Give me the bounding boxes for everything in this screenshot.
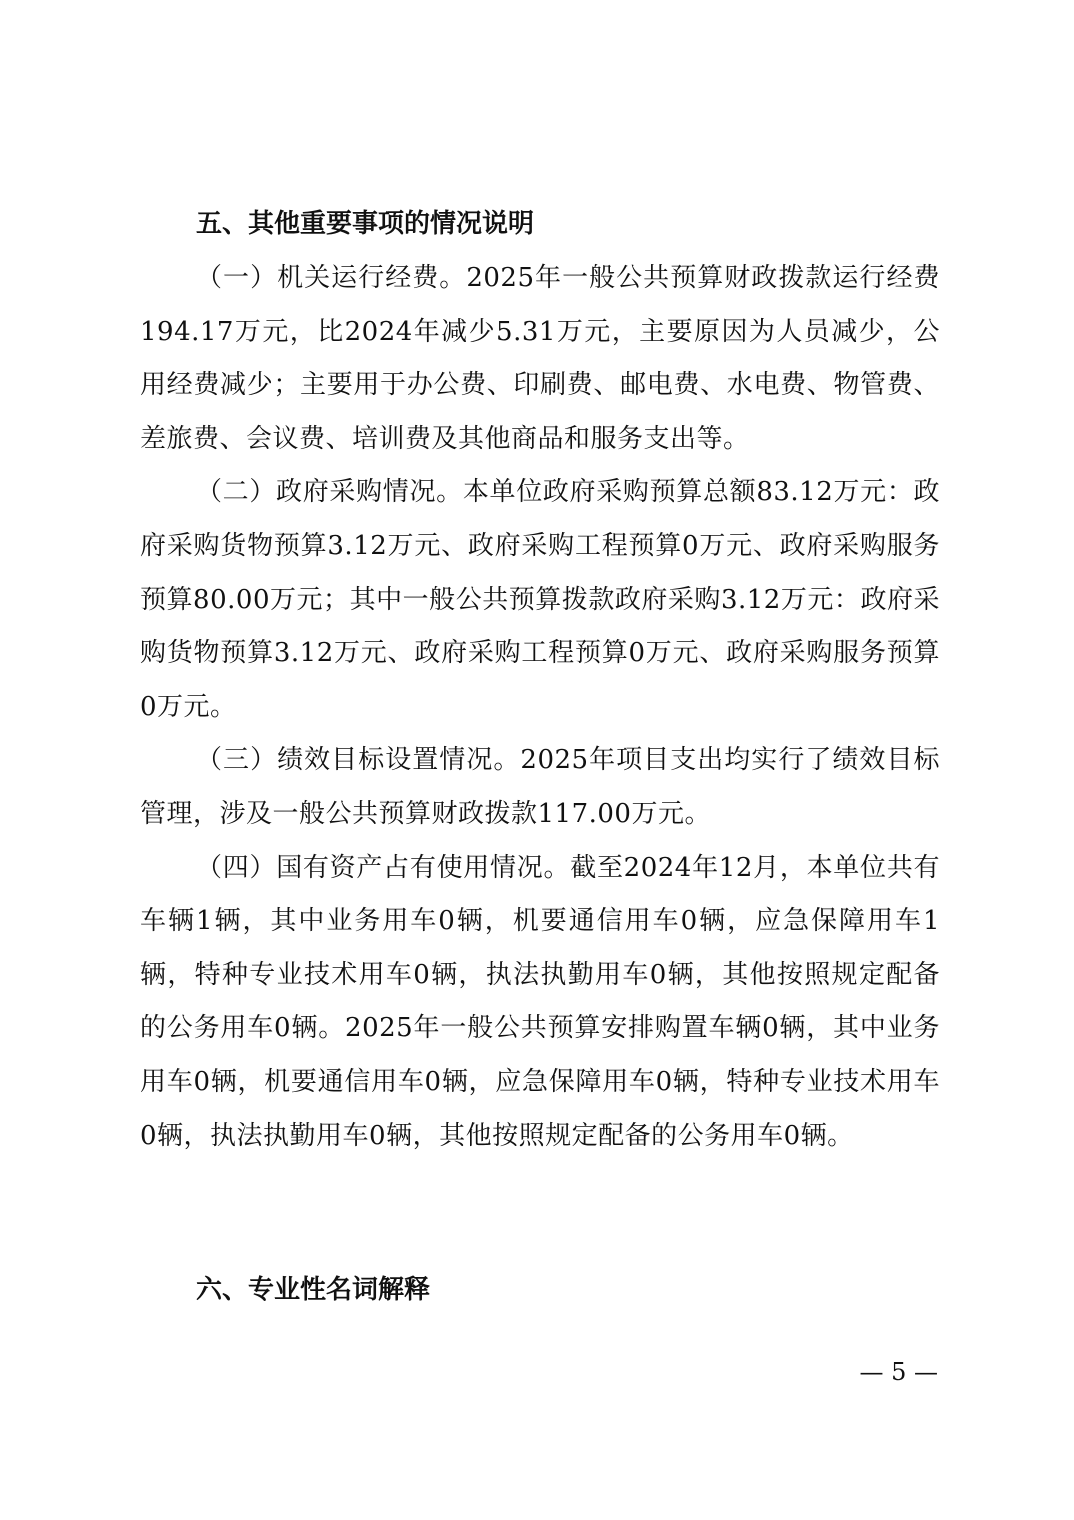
document-body <box>140 196 940 1163</box>
section-heading-five: 五、其他重要事项的情况说明 <box>196 209 535 239</box>
paragraph-performance-targets: （三）绩效目标设置情况。2025年项目支出均实行了绩效目标管理，涉及一般公共预算财政拨款117.00万元。 <box>140 745 940 829</box>
paragraph-state-assets: （四）国有资产占有使用情况。截至2024年12月，本单位共有车辆1辆，其中业务用车0辆，机要通信用车0辆，应急保障用车1辆，特种专业技术用车0辆，执法执勤用车0辆，其他按照规定配备的公务用车0辆。2025年一般公共预算安排购置车辆0辆，其中业务用车0辆，机要通信用车0辆，应急保障用车0辆，特种专业技术用车0辆，执法执勤用车0辆，其他按照规定配备的公务用车0辆。 <box>140 852 940 1151</box>
paragraph-government-procurement: （二）政府采购情况。本单位政府采购预算总额83.12万元：政府采购货物预算3.12万元、政府采购工程预算0万元、政府采购服务预算80.00万元；其中一般公共预算拨款政府采购3.12万元：政府采购货物预算3.12万元、政府采购工程预算0万元、政府采购服务预算0万元。 <box>140 477 940 722</box>
page-number: — 5 — <box>859 1358 938 1386</box>
paragraph-operating-expenses: （一）机关运行经费。2025年一般公共预算财政拨款运行经费194.17万元，比2024年减少5.31万元，主要原因为人员减少，公用经费减少；主要用于办公费、印刷费、邮电费、水电费、物管费、差旅费、会议费、培训费及其他商品和服务支出等。 <box>140 263 940 454</box>
section-heading-six: 六、专业性名词解释 <box>196 1275 431 1305</box>
